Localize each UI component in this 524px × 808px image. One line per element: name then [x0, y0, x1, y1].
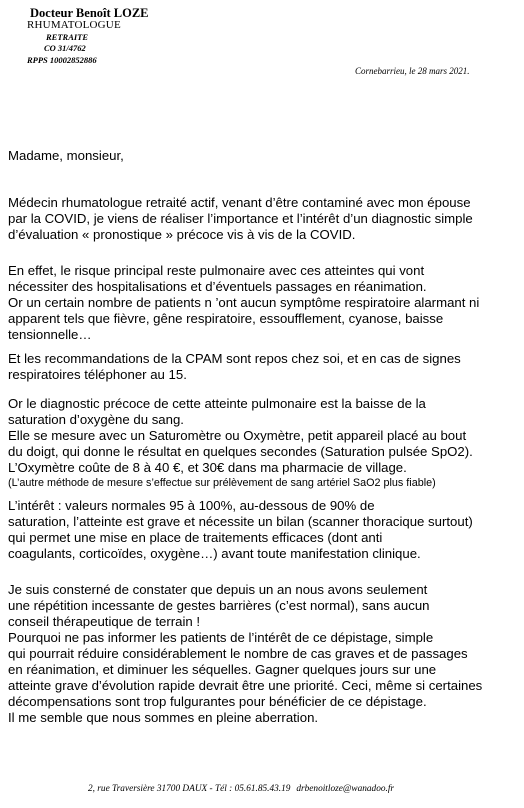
- paragraph-line: saturation, l’atteinte est grave et nécessite un bilan (scanner thoracique surtout): [8, 514, 473, 529]
- doctor-co-number: CO 31/4762: [44, 43, 86, 53]
- paragraph-line: décompensations sont trop fulgurantes pour bénéficier de ce dépistage.: [8, 694, 427, 709]
- place-date: Cornebarrieu, le 28 mars 2021.: [355, 66, 470, 76]
- paragraph-line: atteinte grave d’évolution rapide devrait être une priorité. Ceci, même si certaines: [8, 678, 483, 693]
- footer-email: drbenoitloze@wanadoo.fr: [296, 784, 395, 794]
- paragraph-line: d’évaluation « pronostique » précoce vis à vis de la COVID.: [8, 227, 356, 242]
- paragraph-cpam: [8, 351, 461, 383]
- doctor-name: Docteur Benoît LOZE: [30, 6, 149, 20]
- paragraph-line: Il me semble que nous sommes en pleine aberration.: [8, 710, 319, 725]
- paragraph-line: nécessiter des hospitalisations et d’éventuels passages en réanimation.: [8, 279, 427, 294]
- paragraph-conclusion: [8, 582, 482, 726]
- paragraph-line: L’Oxymètre coûte de 8 à 40 €, et 30€ dans ma pharmacie de village.: [8, 460, 407, 475]
- paragraph-line: par la COVID, je viens de réaliser l’importance et l’intérêt d’un diagnostic simple: [8, 211, 473, 226]
- greeting-line: Madame, monsieur,: [8, 148, 124, 163]
- paragraph-line: qui permet une mise en place de traitements efficaces (dont anti: [8, 530, 383, 545]
- doctor-rpps-number: RPPS 10002852886: [27, 55, 97, 65]
- paragraph-line: apparent tels que fièvre, gêne respiratoire, essoufflement, cyanose, baisse: [8, 311, 444, 326]
- paragraph-risk: [8, 263, 479, 343]
- paragraph-line: Or un certain nombre de patients n ’ont aucun symptôme respiratoire alarmant ni: [8, 295, 480, 310]
- paragraph-line: du doigt, qui donne le résultat en quelques secondes (Saturation pulsée SpO2).: [8, 444, 473, 459]
- footer-address: 2, rue Traversière 31700 DAUX - Tél : 05.61.85.43.19: [88, 784, 291, 794]
- paragraph-line: respiratoires téléphoner au 15.: [8, 367, 187, 382]
- paragraph-line: L’intérêt : valeurs normales 95 à 100%, au-dessous de 90% de: [8, 498, 375, 513]
- paragraph-line: en réanimation, et diminuer les séquelles. Gagner quelques jours sur une: [8, 662, 437, 677]
- paragraph-line: saturation d’oxygène du sang.: [8, 412, 184, 427]
- paragraph-line: En effet, le risque principal reste pulmonaire avec ces atteintes qui vont: [8, 263, 425, 278]
- paragraph-line: une répétition incessante de gestes barrières (c’est normal), sans aucun: [8, 598, 430, 613]
- paragraph-line: Pourquoi ne pas informer les patients de l’intérêt de ce dépistage, simple: [8, 630, 434, 645]
- letter-greeting: [8, 148, 124, 164]
- doctor-specialty: RHUMATOLOGUE: [27, 19, 121, 31]
- doctor-status: RETRAITE: [46, 32, 89, 42]
- paragraph-line: Elle se mesure avec un Saturomètre ou Oxymètre, petit appareil placé au bout: [8, 428, 467, 443]
- letter-footer: [88, 784, 394, 794]
- paragraph-line: tensionnelle…: [8, 327, 92, 342]
- paragraph-line: Or le diagnostic précoce de cette atteinte pulmonaire est la baisse de la: [8, 396, 426, 411]
- paragraph-line: Médecin rhumatologue retraité actif, venant d’être contaminé avec mon épouse: [8, 195, 471, 210]
- paragraph-diagnosis: [8, 396, 473, 490]
- paragraph-interest: [8, 498, 473, 562]
- paragraph-context: [8, 195, 473, 243]
- paragraph-line: Et les recommandations de la CPAM sont repos chez soi, et en cas de signes: [8, 351, 461, 366]
- paragraph-line: Je suis consterné de constater que depuis un an nous avons seulement: [8, 582, 428, 597]
- paragraph-note: (L’autre méthode de mesure s’effectue sur prélèvement de sang artériel SaO2 plus fiable): [8, 477, 436, 489]
- paragraph-line: conseil thérapeutique de terrain !: [8, 614, 201, 629]
- paragraph-line: qui pourrait réduire considérablement le nombre de cas graves et de passages: [8, 646, 468, 661]
- paragraph-line: coagulants, corticoïdes, oxygène…) avant toute manifestation clinique.: [8, 546, 421, 561]
